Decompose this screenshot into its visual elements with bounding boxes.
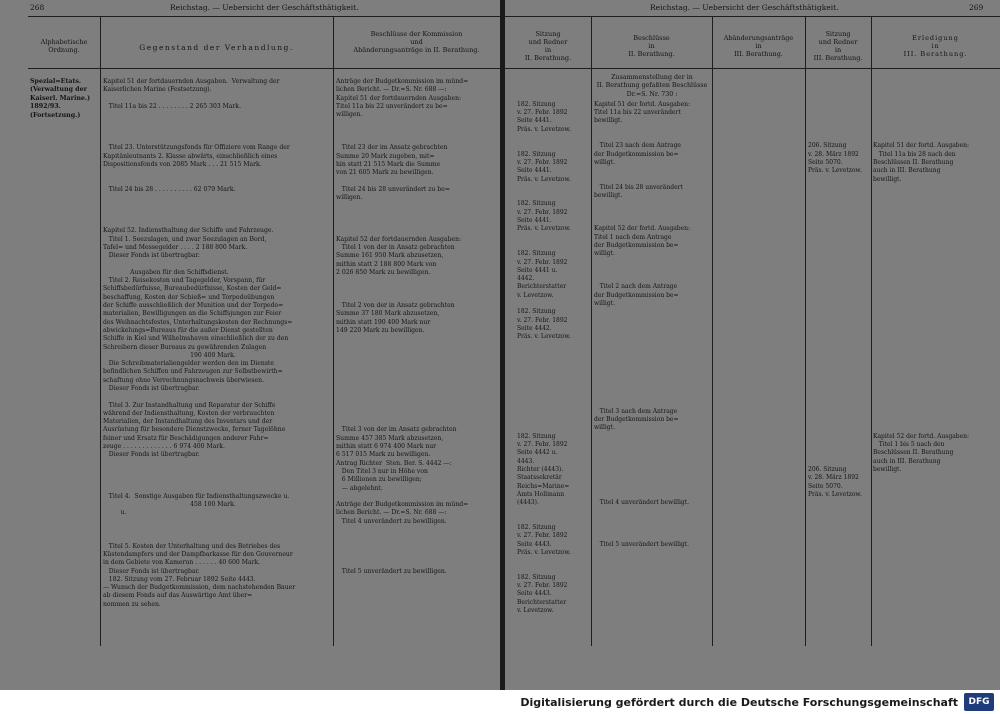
column-divider (333, 16, 334, 646)
footer-credit: Digitalisierung gefördert durch die Deutsche Forschungsgemeinschaft (520, 696, 958, 709)
column-divider (591, 16, 592, 646)
resolution-iii-text: Kapitel 51 der fortd. Ausgaben: Titel 11a bis 28 nach den Beschlüssen II. Berathung auch in III. Berathung bewilligt. Kapitel 52 der fortd. Ausgaben: Titel 1 bis 5 nach den Beschlüssen II. Berathung auch in III. Berathung bewilligt. (873, 142, 970, 473)
column-divider (712, 16, 713, 646)
footer-bar (0, 690, 1000, 714)
commission-text: Anträge der Budgetkommission im münd= lichen Bericht. — Dr.=S. Nr. 688 —: Kapitel 51 der fortdauernden Ausgaben: Titel 11a bis 22 unverändert zu be= willigen. Titel 23 der im Ansatz gebrachten Summe 20 Mark zugeben, mit= hin statt 21 515 Mark die Summe von 21 605 Mark zu bewilligen. Titel 24 bis 28 unverändert zu be= willigen. Kapitel 52 der fortdauernden Ausgaben: Titel 1 von der in Ansatz gebrachten Summe 161 950 Mark abzusetzen, mithin statt 2 188 800 Mark von 2 026 850 Mark zu bewilligen. Titel 2 von der in Ansatz gebrachten Summe 37 180 Mark abzusetzen, mithin statt 190 400 Mark nur 149 220 Mark zu bewilligen. Titel 3 von der im Ansatz gebrachten Summe 457 385 Mark abzusetzen, mithin statt 6 974 400 Mark nur 6 517 015 Mark zu bewilligen. Antrag Richter Sten. Ber. S. 4442 —: Den Titel 3 nur in Höhe von 6 Millionen zu bewilligen; — abgelehnt. Anträge der Budgetkommission im münd= lichen Bericht. — Dr.=S. Nr. 688 —: Titel 4 unverändert zu bewilligen. Titel 5 unverändert zu bewilligen. (336, 78, 469, 575)
header-session-iii: Sitzung und Redner in III. Berathung. (813, 30, 863, 62)
header-amendments-iii: Abänderungsanträge in III. Berathung. (723, 34, 794, 58)
header-resolution-iii: Erledigung in III. Berathung. (903, 34, 968, 58)
header-session-ii: Sitzung und Redner in II. Berathung. (524, 30, 572, 62)
header-rule-top (505, 16, 1000, 17)
header-commission-decisions: Beschlüsse der Kommission und Abänderungsanträge in II. Berathung. (353, 30, 480, 54)
column-divider (100, 16, 101, 646)
subject-text: Kapitel 51 der fortdauernden Ausgaben. Verwaltung der Kaiserlichen Marine (Festsetzung). Titel 11a bis 22 . . . . . . . . 2 265 303 Mark. Titel 23. Unterstützungsfonds für Offiziere vom Range der Kapitänleutnants 2. Klasse abwärts, einschließlich eines Dispositionsfonds von 2085 Mark . . . 21 515 Mark. Titel 24 bis 28 . . . . . . . . . . 62 079 Mark. Kapitel 52. Indiensthaltung der Schiffe und Fahrzeuge. Titel 1. Seezulagen, und zwar Seezulagen an Bord, Tafel= und Messegelder . . . . 2 188 800 Mark. Dieser Fonds ist übertragbar. Ausgaben für den Schiffsdienst. Titel 2. Reisekosten und Tagegelder, Vorspann, für Schiffsbedürfnisse, Bureaubedürfnisse, Kosten der Geld= beschaffung, Kosten der Schieß= und Torpedoübungen der Schiffe ausschließlich der Munition und der Torpedo= materialien, Bewilligungen an die Schiffsjungen zur Feier des Weihnachtsfestes, Unterhaltungskosten der Rechnungs= abwickelungs=Bureaus für die außer Dienst gestellten Schiffe in Kiel und Wilhelmshaven einschließlich der zu den Schreibern dieser Bureaus zu gewährenden Zulagen 190 400 Mark. Die Schreibmaterialiengelder werden den im Dienste befindlichen Schiffen und Fahrzeugen zur Selbstbewirth= schaftung ohne Verrechnungsnachweis überwiesen. Dieser Fonds ist übertragbar. Titel 3. Zur Instandhaltung und Reparatur der Schiffe während der Indiensthaltung, Kosten der verbrauchten Materialien, der Instandhaltung des Inventars und der Ausrüstung für besondere Dienstzwecke, ferner Tagelöhne feiner und Ersatz für Beschädigungen anderer Fahr= zeuge . . . . . . . . . . . . . 6 974 400 Mark. Dieser Fonds ist übertragbar. Titel 4. Sonstige Ausgaben für Indiensthaltungszwecke u. 458 100 Mark. u. Titel 5. Kosten der Unterhaltung und des Betriebes des Küstendampfers und der Dampfbarkasse für den Gouverneur in dem Gebiete von Kamerun . . . . . . 40 600 Mark. Dieser Fonds ist übertragbar. 182. Sitzung vom 27. Februar 1892 Seite 4443. — Wunsch der Budgetkommission, dem nachstehenden Bauer ab diesem Fonds auf das Auswärtige Amt über= nommen zu sehen. (103, 78, 296, 608)
decisions-ii-text: Kapitel 51 der fortd. Ausgaben: Titel 11a bis 22 unverändert bewilligt. Titel 23 nach dem Antrage der Budgetkommission be= willigt. Titel 24 bis 28 unverändert bewilligt. Kapitel 52 der fortd. Ausgaben: Titel 1 nach dem Antrage der Budgetkommission be= willigt. Titel 2 nach dem Antrage der Budgetkommission be= willigt. Titel 3 nach dem Antrage der Budgetkommission be= willigt. Titel 4 unverändert bewilligt. Titel 5 unverändert bewilligt. (594, 100, 691, 548)
session-iii-text: 206. Sitzung v. 28. März 1892 Seite 5070. Präs. v. Levetzow. 206. Sitzung v. 28. März 1892 Seite 5070. Präs. v. Levetzow. (808, 142, 862, 498)
left-running-head: Reichstag. — Uebersicht der Geschäftsthätigkeit. (170, 3, 359, 12)
header-rule-bottom (28, 68, 500, 69)
column-divider (871, 16, 872, 646)
header-rule-bottom (505, 68, 1000, 69)
header-decisions-ii: Beschlüsse in II. Berathung. (628, 34, 675, 58)
header-subject: Gegenstand der Verhandlung. (139, 43, 294, 52)
header-rule-top (28, 16, 500, 17)
compilation-heading: Zusammenstellung der in II. Berathung gefaßten Beschlüsse Dr.=S. Nr. 730 : (596, 74, 708, 98)
right-page-number: 269 (969, 3, 984, 12)
section-label: Spezial=Etats. (Verwaltung der Kaiserl. Marine.) 1892/93. (Fortsetzung.) (30, 78, 91, 119)
right-running-head: Reichstag. — Uebersicht der Geschäftsthätigkeit. (650, 3, 839, 12)
header-alphabetical-order: Alphabetische Ordnung. (40, 38, 88, 54)
left-page-number: 268 (30, 3, 45, 12)
left-page (0, 0, 500, 690)
dfg-logo-icon: DFG (964, 693, 994, 711)
right-page (505, 0, 1000, 690)
column-divider (805, 16, 806, 646)
session-ii-text: 182. Sitzung v. 27. Febr. 1892 Seite 4441. Präs. v. Levetzow. 182. Sitzung v. 27. Febr. 1892 Seite 4441. Präs. v. Levetzow. 182. Sitzung v. 27. Febr. 1892 Seite 4441. Präs. v. Levetzow. 182. Sitzung v. 27. Febr. 1892 Seite 4441 u. 4442. Berichterstatter v. Levetzow. 182. Sitzung v. 27. Febr. 1892 Seite 4442. Präs. v. Levetzow. 182. Sitzung v. 27. Febr. 1892 Seite 4442 u. 4443. Richter (4443). Staatssekretär Reichs=Marine= Amts Hollmann (4443). 182. Sitzung v. 27. Febr. 1892 Seite 4443. Präs. v. Levetzow. 182. Sitzung v. 27. Febr. 1892 Seite 4443. Berichterstatter v. Levetzow. (517, 100, 571, 614)
